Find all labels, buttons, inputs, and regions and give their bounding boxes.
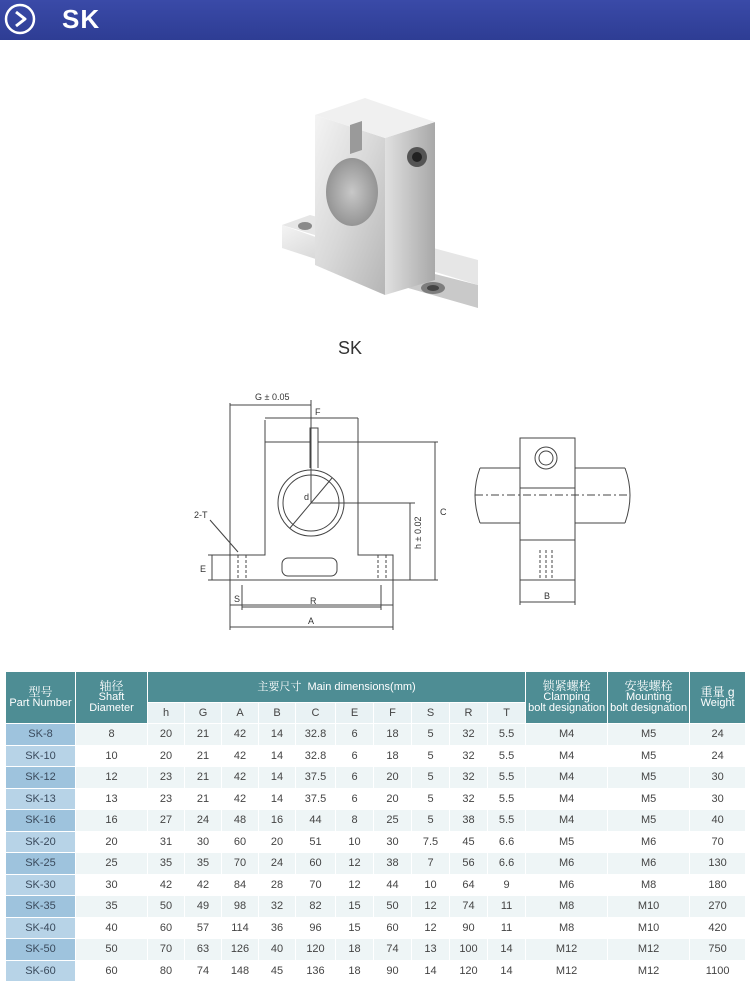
table-cell: 32: [259, 896, 296, 918]
table-cell: 9: [488, 874, 526, 896]
part-number-cell: SK-25: [6, 853, 76, 875]
table-cell: 36: [259, 917, 296, 939]
part-number-cell: SK-50: [6, 939, 76, 961]
label-2t: 2-T: [194, 510, 208, 520]
table-cell: 5.5: [488, 724, 526, 746]
table-cell: 32.8: [296, 745, 336, 767]
table-cell: 14: [259, 745, 296, 767]
part-number-cell: SK-8: [6, 724, 76, 746]
table-cell: 38: [450, 810, 488, 832]
table-cell: M12: [526, 960, 608, 982]
table-cell: 74: [185, 960, 222, 982]
table-cell: 42: [222, 745, 259, 767]
table-cell: 6: [336, 745, 374, 767]
table-cell: 21: [185, 745, 222, 767]
table-cell: 35: [185, 853, 222, 875]
table-cell: 38: [374, 853, 412, 875]
part-number-cell: SK-12: [6, 767, 76, 789]
table-cell: 30: [185, 831, 222, 853]
table-cell: 750: [690, 939, 746, 961]
table-cell: 70: [296, 874, 336, 896]
table-cell: 50: [148, 896, 185, 918]
table-row: [6, 788, 746, 810]
table-cell: 32: [450, 767, 488, 789]
table-cell: 270: [690, 896, 746, 918]
table-cell: 20: [374, 767, 412, 789]
table-cell: 27: [148, 810, 185, 832]
table-cell: 5: [412, 767, 450, 789]
header-dim-T: T: [488, 703, 526, 724]
table-cell: 14: [488, 939, 526, 961]
table-cell: 60: [296, 853, 336, 875]
table-cell: 32: [450, 745, 488, 767]
table-cell: 37.5: [296, 767, 336, 789]
table-cell: 90: [374, 960, 412, 982]
table-cell: 23: [148, 767, 185, 789]
table-cell: 32: [450, 788, 488, 810]
table-cell: 24: [690, 724, 746, 746]
table-cell: 14: [412, 960, 450, 982]
part-number-cell: SK-30: [6, 874, 76, 896]
table-cell: 10: [412, 874, 450, 896]
header-dim-S: S: [412, 703, 450, 724]
part-number-cell: SK-13: [6, 788, 76, 810]
spec-table: [5, 671, 746, 982]
table-cell: 148: [222, 960, 259, 982]
table-cell: 20: [374, 788, 412, 810]
table-cell: 30: [76, 874, 148, 896]
table-cell: 5.5: [488, 810, 526, 832]
table-row: [6, 874, 746, 896]
page-title: SK: [62, 4, 101, 34]
table-cell: 12: [336, 874, 374, 896]
label-c: C: [440, 507, 447, 517]
table-cell: 5: [412, 724, 450, 746]
part-number-cell: SK-40: [6, 917, 76, 939]
table-cell: 96: [296, 917, 336, 939]
table-row: [6, 896, 746, 918]
header-dim-F: F: [374, 703, 412, 724]
table-cell: 7: [412, 853, 450, 875]
table-cell: M8: [608, 874, 690, 896]
table-cell: 15: [336, 896, 374, 918]
table-cell: 21: [185, 767, 222, 789]
table-cell: 11: [488, 917, 526, 939]
table-cell: 25: [76, 853, 148, 875]
table-cell: 42: [148, 874, 185, 896]
table-cell: 35: [76, 896, 148, 918]
table-cell: 82: [296, 896, 336, 918]
table-cell: 6.6: [488, 831, 526, 853]
header-weight: 重量 g Weight: [690, 672, 746, 724]
table-cell: 84: [222, 874, 259, 896]
table-cell: 6.6: [488, 853, 526, 875]
spec-table-wrap: [5, 671, 745, 982]
label-r: R: [310, 596, 317, 606]
table-cell: 8: [336, 810, 374, 832]
table-cell: 8: [76, 724, 148, 746]
table-cell: 6: [336, 767, 374, 789]
table-cell: M4: [526, 788, 608, 810]
table-cell: 74: [374, 939, 412, 961]
play-arrow-icon: [4, 3, 36, 35]
table-cell: 50: [374, 896, 412, 918]
table-cell: M6: [526, 853, 608, 875]
table-cell: 18: [336, 960, 374, 982]
table-cell: M5: [526, 831, 608, 853]
table-cell: 21: [185, 724, 222, 746]
table-cell: 40: [76, 917, 148, 939]
table-cell: 20: [148, 724, 185, 746]
table-cell: 63: [185, 939, 222, 961]
table-cell: 42: [222, 724, 259, 746]
header-shaft-diameter: 轴径 Shaft Diameter: [76, 672, 148, 724]
table-cell: M12: [526, 939, 608, 961]
table-cell: 23: [148, 788, 185, 810]
part-number-cell: SK-60: [6, 960, 76, 982]
table-cell: 56: [450, 853, 488, 875]
table-cell: 70: [690, 831, 746, 853]
technical-drawing: [180, 380, 650, 650]
table-cell: M4: [526, 724, 608, 746]
table-cell: M5: [608, 810, 690, 832]
table-cell: M5: [608, 745, 690, 767]
table-cell: M4: [526, 810, 608, 832]
table-cell: M6: [608, 853, 690, 875]
header-mounting-bolt: 安装螺栓 Mounting bolt designation: [608, 672, 690, 724]
table-cell: M4: [526, 767, 608, 789]
product-photo: [270, 80, 500, 350]
table-cell: 136: [296, 960, 336, 982]
table-cell: 30: [690, 767, 746, 789]
header-dim-G: G: [185, 703, 222, 724]
label-a: A: [308, 616, 315, 626]
table-cell: 45: [259, 960, 296, 982]
table-cell: 120: [450, 960, 488, 982]
part-number-cell: SK-20: [6, 831, 76, 853]
table-cell: M10: [608, 917, 690, 939]
table-cell: 32.8: [296, 724, 336, 746]
table-row: [6, 853, 746, 875]
table-cell: 100: [450, 939, 488, 961]
table-cell: M5: [608, 788, 690, 810]
table-cell: M5: [608, 767, 690, 789]
table-cell: 90: [450, 917, 488, 939]
table-cell: 6: [336, 724, 374, 746]
table-cell: 25: [374, 810, 412, 832]
table-cell: 5: [412, 810, 450, 832]
table-cell: 126: [222, 939, 259, 961]
label-g: G ± 0.05: [255, 392, 290, 402]
table-cell: 6: [336, 788, 374, 810]
table-cell: 5.5: [488, 767, 526, 789]
table-cell: 14: [259, 788, 296, 810]
table-cell: 60: [148, 917, 185, 939]
label-h: h ± 0.02: [413, 516, 423, 549]
table-cell: 60: [222, 831, 259, 853]
table-row: [6, 917, 746, 939]
table-cell: 16: [259, 810, 296, 832]
table-row: [6, 939, 746, 961]
table-cell: 45: [450, 831, 488, 853]
table-cell: 13: [412, 939, 450, 961]
table-cell: 40: [690, 810, 746, 832]
table-cell: 74: [450, 896, 488, 918]
table-cell: 42: [185, 874, 222, 896]
table-cell: 60: [76, 960, 148, 982]
table-cell: 42: [222, 788, 259, 810]
table-cell: 5: [412, 788, 450, 810]
table-cell: 40: [259, 939, 296, 961]
table-cell: 14: [488, 960, 526, 982]
table-row: [6, 960, 746, 982]
table-cell: 28: [259, 874, 296, 896]
table-cell: 24: [690, 745, 746, 767]
table-cell: 5.5: [488, 788, 526, 810]
table-cell: 12: [76, 767, 148, 789]
label-d: d: [304, 492, 310, 502]
table-cell: 42: [222, 767, 259, 789]
header-part-number: 型号 Part Number: [6, 672, 76, 724]
table-row: [6, 831, 746, 853]
table-cell: 10: [336, 831, 374, 853]
table-cell: 51: [296, 831, 336, 853]
table-cell: 20: [259, 831, 296, 853]
table-cell: 44: [374, 874, 412, 896]
table-cell: 31: [148, 831, 185, 853]
table-cell: M12: [608, 960, 690, 982]
part-number-cell: SK-10: [6, 745, 76, 767]
table-cell: 50: [76, 939, 148, 961]
table-row: [6, 810, 746, 832]
table-cell: M4: [526, 745, 608, 767]
table-cell: 1100: [690, 960, 746, 982]
table-cell: 18: [336, 939, 374, 961]
table-row: [6, 745, 746, 767]
table-cell: M8: [526, 917, 608, 939]
label-s: S: [234, 594, 241, 604]
table-cell: 21: [185, 788, 222, 810]
table-cell: M5: [608, 724, 690, 746]
table-row: [6, 767, 746, 789]
table-cell: 24: [185, 810, 222, 832]
table-cell: 70: [222, 853, 259, 875]
table-cell: 114: [222, 917, 259, 939]
table-cell: 35: [148, 853, 185, 875]
table-cell: 180: [690, 874, 746, 896]
photo-caption: SK: [337, 338, 362, 358]
table-cell: 420: [690, 917, 746, 939]
label-b: B: [544, 591, 551, 601]
table-cell: 30: [690, 788, 746, 810]
table-cell: M6: [608, 831, 690, 853]
header-dim-h: h: [148, 703, 185, 724]
table-cell: 98: [222, 896, 259, 918]
table-cell: 64: [450, 874, 488, 896]
table-cell: 49: [185, 896, 222, 918]
table-cell: 11: [488, 896, 526, 918]
table-cell: M12: [608, 939, 690, 961]
table-cell: 18: [374, 724, 412, 746]
table-cell: 44: [296, 810, 336, 832]
table-cell: 70: [148, 939, 185, 961]
header-dim-B: B: [259, 703, 296, 724]
table-cell: M10: [608, 896, 690, 918]
table-cell: 24: [259, 853, 296, 875]
table-cell: 48: [222, 810, 259, 832]
table-cell: 12: [336, 853, 374, 875]
table-cell: 20: [76, 831, 148, 853]
table-cell: 12: [412, 896, 450, 918]
table-cell: 20: [148, 745, 185, 767]
table-cell: 10: [76, 745, 148, 767]
table-cell: 60: [374, 917, 412, 939]
label-f: F: [315, 407, 321, 417]
header-dim-E: E: [336, 703, 374, 724]
header-clamping-bolt: 锁紧螺栓 Clamping bolt designation: [526, 672, 608, 724]
table-cell: 5: [412, 745, 450, 767]
table-cell: 57: [185, 917, 222, 939]
table-cell: 18: [374, 745, 412, 767]
table-cell: 16: [76, 810, 148, 832]
table-cell: 12: [412, 917, 450, 939]
table-cell: 32: [450, 724, 488, 746]
table-cell: 37.5: [296, 788, 336, 810]
table-cell: 14: [259, 767, 296, 789]
part-number-cell: SK-16: [6, 810, 76, 832]
header-main-dimensions: 主要尺寸 Main dimensions(mm): [148, 672, 526, 703]
header-bar: [0, 0, 750, 40]
part-number-cell: SK-35: [6, 896, 76, 918]
table-cell: M8: [526, 896, 608, 918]
table-cell: 130: [690, 853, 746, 875]
table-row: [6, 724, 746, 746]
header-dim-A: A: [222, 703, 259, 724]
table-cell: 80: [148, 960, 185, 982]
header-dim-R: R: [450, 703, 488, 724]
table-cell: 13: [76, 788, 148, 810]
table-cell: 30: [374, 831, 412, 853]
table-cell: 15: [336, 917, 374, 939]
header-dim-C: C: [296, 703, 336, 724]
label-e: E: [200, 564, 207, 574]
table-cell: 120: [296, 939, 336, 961]
table-cell: 5.5: [488, 745, 526, 767]
table-cell: M6: [526, 874, 608, 896]
table-cell: 7.5: [412, 831, 450, 853]
table-cell: 14: [259, 724, 296, 746]
